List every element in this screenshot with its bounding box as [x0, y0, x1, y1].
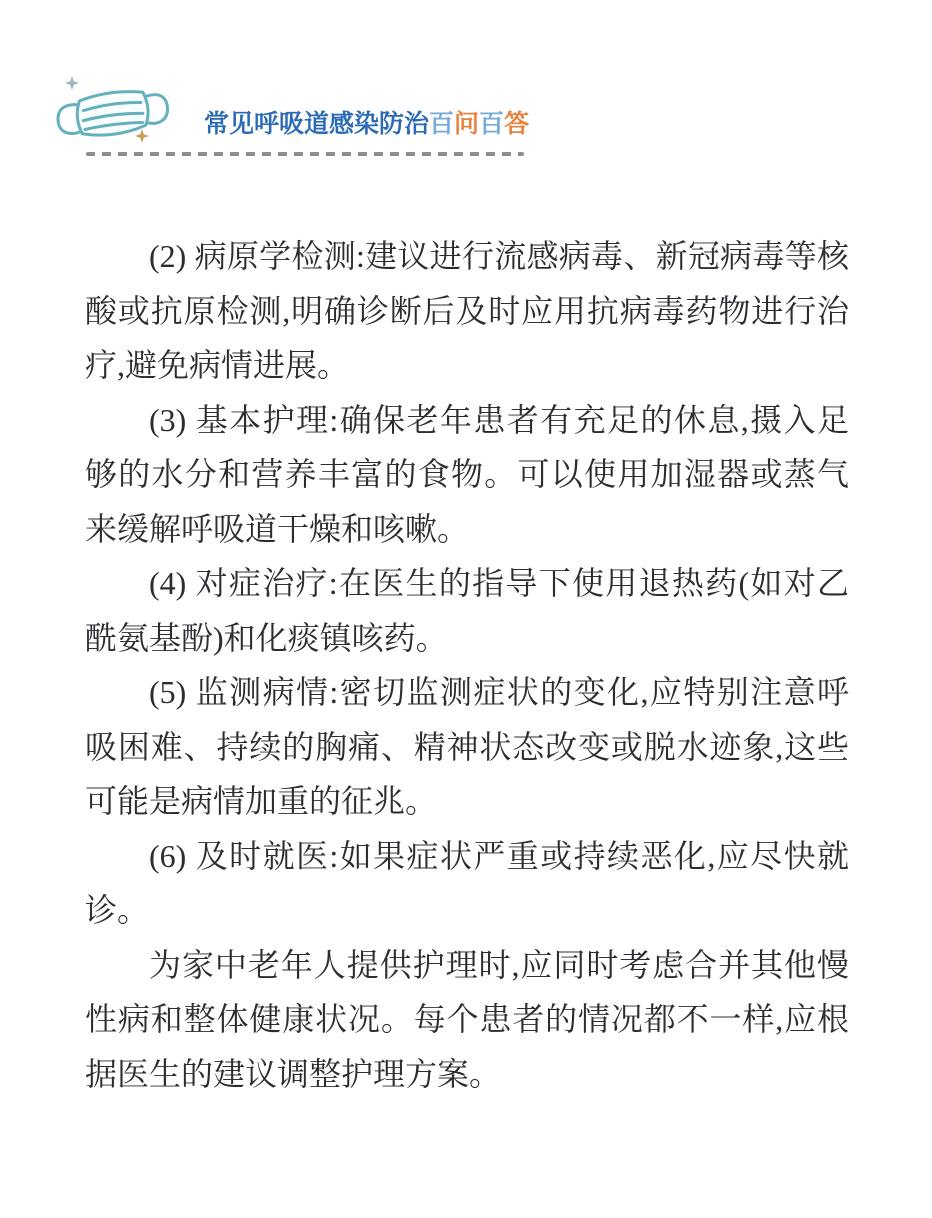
title-segment: 百 [479, 110, 505, 138]
paragraph: (6) 及时就医:如果症状严重或持续恶化,应尽快就诊。 [85, 837, 849, 928]
page-header [52, 72, 529, 158]
sparkle-icon [135, 129, 149, 143]
sparkle-icon [65, 76, 79, 90]
page-title [204, 90, 529, 140]
mask-icon [52, 72, 174, 158]
body-text [85, 229, 849, 1101]
paragraph: (4) 对症治疗:在医生的指导下使用退热药(如对乙酰氨基酚)和化痰镇咳药。 [85, 565, 849, 656]
title-segment: 百 [429, 110, 455, 138]
dashed-divider [86, 152, 524, 156]
title-segment: 问 [454, 110, 480, 138]
title-segment: 答 [504, 110, 530, 138]
title-segment: 常见呼吸道感染防治 [204, 110, 430, 138]
paragraph: (2) 病原学检测:建议进行流感病毒、新冠病毒等核酸或抗原检测,明确诊断后及时应用抗病毒药物进行治疗,避免病情进展。 [85, 238, 849, 383]
paragraph: 为家中老年人提供护理时,应同时考虑合并其他慢性病和整体健康状况。每个患者的情况都不一样,应根据医生的建议调整护理方案。 [85, 946, 849, 1092]
paragraph: (5) 监测病情:密切监测症状的变化,应特别注意呼吸困难、持续的胸痛、精神状态改变或脱水迹象,这些可能是病情加重的征兆。 [85, 674, 849, 819]
paragraph: (3) 基本护理:确保老年患者有充足的休息,摄入足够的水分和营养丰富的食物。可以使用加湿器或蒸气来缓解呼吸道干燥和咳嗽。 [85, 401, 849, 547]
